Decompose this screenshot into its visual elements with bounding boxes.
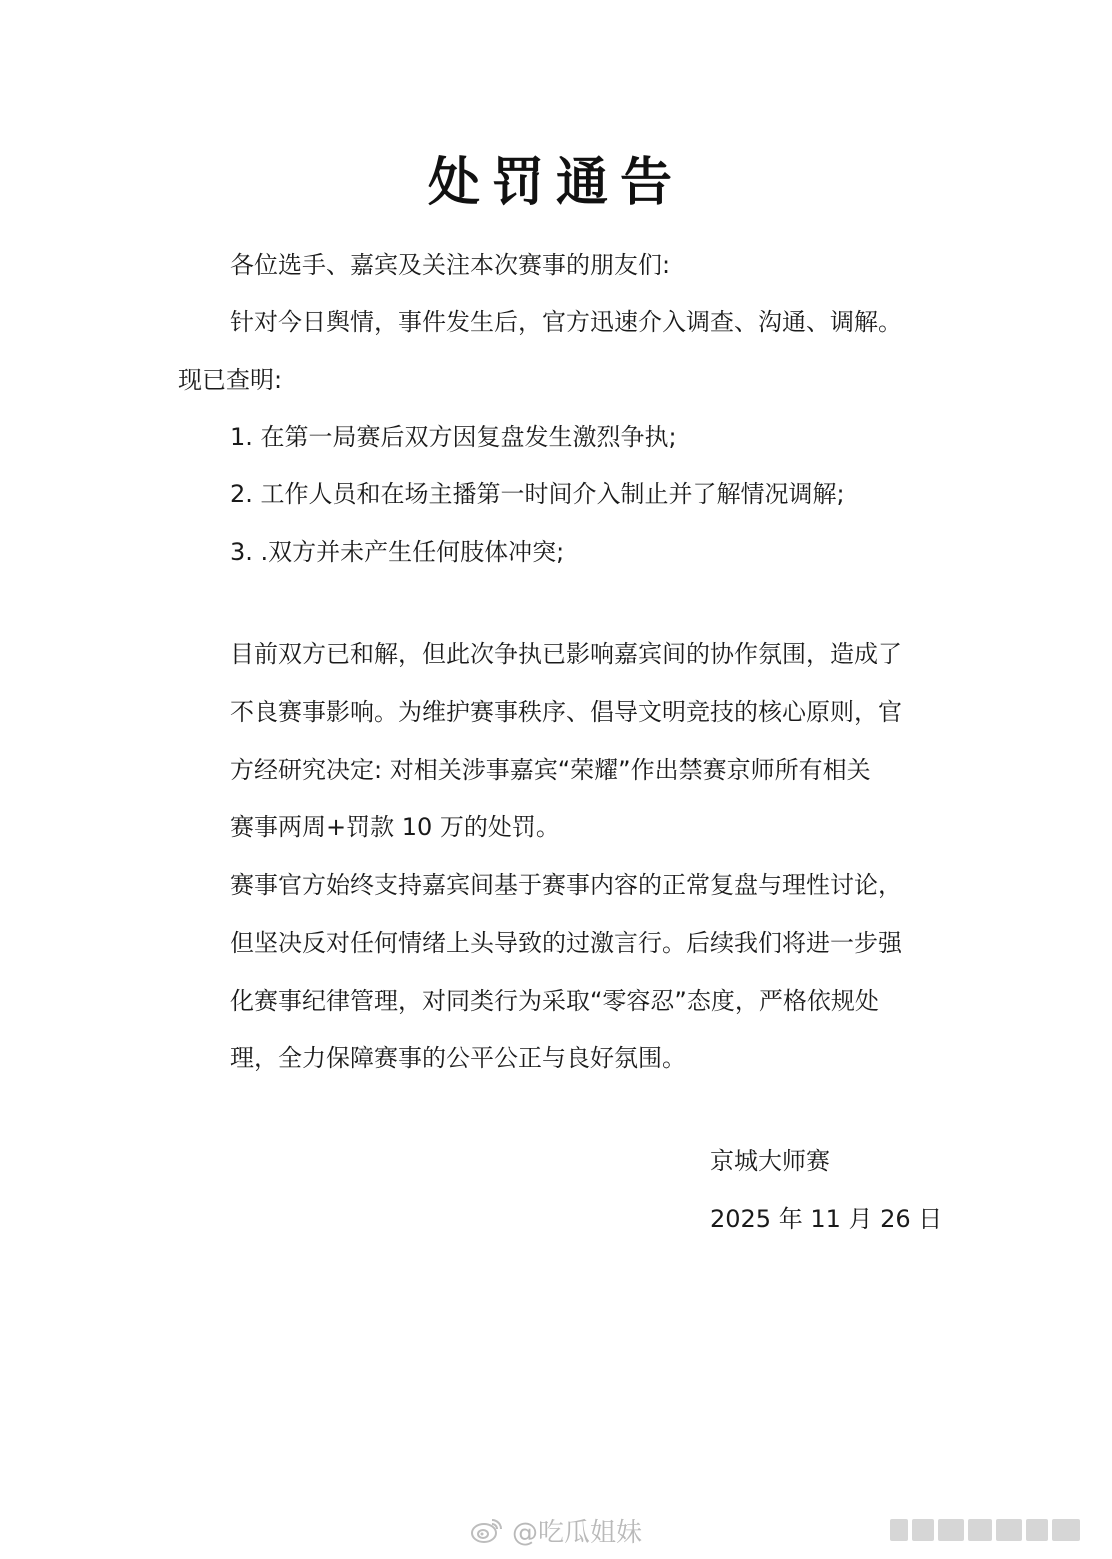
signature-date: 2025 年 11 月 26 日 bbox=[710, 1205, 943, 1233]
weibo-icon bbox=[470, 1516, 504, 1544]
decision-line: 目前双方已和解，但此次争执已影响嘉宾间的协作氛围，造成了 bbox=[230, 640, 902, 668]
finding-item: 2. 工作人员和在场主播第一时间介入制止并了解情况调解; bbox=[230, 480, 845, 508]
closing-line: 赛事官方始终支持嘉宾间基于赛事内容的正常复盘与理性讨论， bbox=[230, 871, 902, 899]
closing-line: 理，全力保障赛事的公平公正与良好氛围。 bbox=[230, 1044, 686, 1072]
decision-line: 方经研究决定: 对相关涉事嘉宾“荣耀”作出禁赛京师所有相关 bbox=[230, 756, 871, 784]
watermark-text: @吃瓜姐妹 bbox=[512, 1517, 643, 1548]
signature-org: 京城大师赛 bbox=[710, 1147, 830, 1175]
finding-item: 3. .双方并未产生任何肢体冲突; bbox=[230, 538, 565, 566]
decision-line: 不良赛事影响。为维护赛事秩序、倡导文明竞技的核心原则，官 bbox=[230, 698, 902, 726]
weibo-watermark bbox=[470, 1510, 642, 1550]
salutation: 各位选手、嘉宾及关注本次赛事的朋友们: bbox=[230, 251, 671, 279]
closing-line: 化赛事纪律管理，对同类行为采取“零容忍”态度，严格依规处 bbox=[230, 987, 879, 1015]
intro-line: 现已查明: bbox=[178, 366, 283, 394]
intro-line: 针对今日舆情，事件发生后，官方迅速介入调查、沟通、调解。 bbox=[230, 308, 902, 336]
finding-item: 1. 在第一局赛后双方因复盘发生激烈争执; bbox=[230, 423, 677, 451]
decision-line: 赛事两周+罚款 10 万的处罚。 bbox=[230, 813, 560, 841]
closing-line: 但坚决反对任何情绪上头导致的过激言行。后续我们将进一步强 bbox=[230, 929, 902, 957]
page-title: 处罚通告 bbox=[427, 152, 684, 213]
blurred-watermark bbox=[890, 1516, 1100, 1544]
